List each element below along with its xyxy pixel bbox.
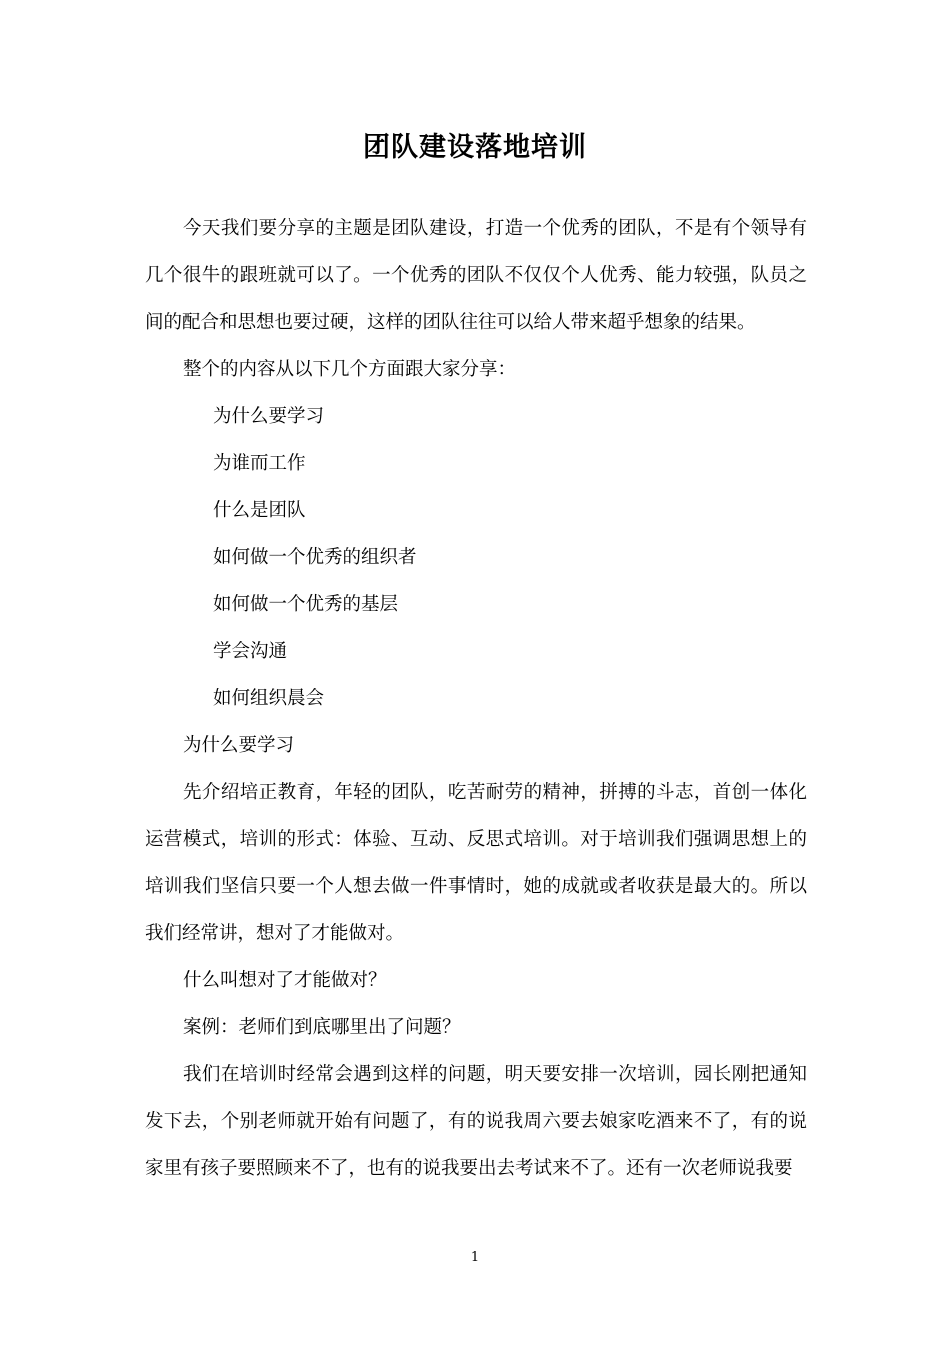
intro-paragraph: 今天我们要分享的主题是团队建设，打造一个优秀的团队，不是有个领导有几个很牛的跟班就可以了。一个优秀的团队不仅仅个人优秀、能力较强，队员之间的配合和思想也要过硬，这样的团队往往可以给人带来超乎想象的结果。 [145, 218, 807, 333]
section-paragraph: 先介绍培正教育，年轻的团队，吃苦耐劳的精神，拼搏的斗志，首创一体化运营模式，培训的形式：体验、互动、反思式培训。对于培训我们强调思想上的培训我们坚信只要一个人想去做一件事情时，她的成就或者收获是最大的。所以我们经常讲，想对了才能做对。 [145, 782, 807, 944]
topic-list-item: 学会沟通 [213, 641, 288, 662]
topic-list-item: 什么是团队 [213, 500, 306, 521]
topic-list-item: 如何做一个优秀的基层 [213, 594, 399, 615]
topic-list-item: 如何组织晨会 [213, 688, 325, 709]
section-paragraph: 什么叫想对了才能做对？ [183, 970, 387, 991]
topic-list-item: 如何做一个优秀的组织者 [213, 547, 417, 568]
page-number: 1 [470, 1250, 480, 1265]
section-paragraph: 案例：老师们到底哪里出了问题？ [183, 1017, 461, 1038]
section-heading: 为什么要学习 [183, 735, 295, 756]
document-title: 团队建设落地培训 [363, 132, 587, 163]
outline-intro-paragraph: 整个的内容从以下几个方面跟大家分享： [183, 359, 517, 380]
section-paragraph: 我们在培训时经常会遇到这样的问题，明天要安排一次培训，园长刚把通知发下去，个别老师就开始有问题了，有的说我周六要去娘家吃酒来不了，有的说家里有孩子要照顾来不了，也有的说我要出去考试来不了。还有一次老师说我要 [145, 1064, 807, 1179]
document-body [145, 205, 807, 1192]
topic-list [145, 393, 807, 722]
topic-list-item: 为什么要学习 [213, 406, 325, 427]
topic-list-item: 为谁而工作 [213, 453, 306, 474]
